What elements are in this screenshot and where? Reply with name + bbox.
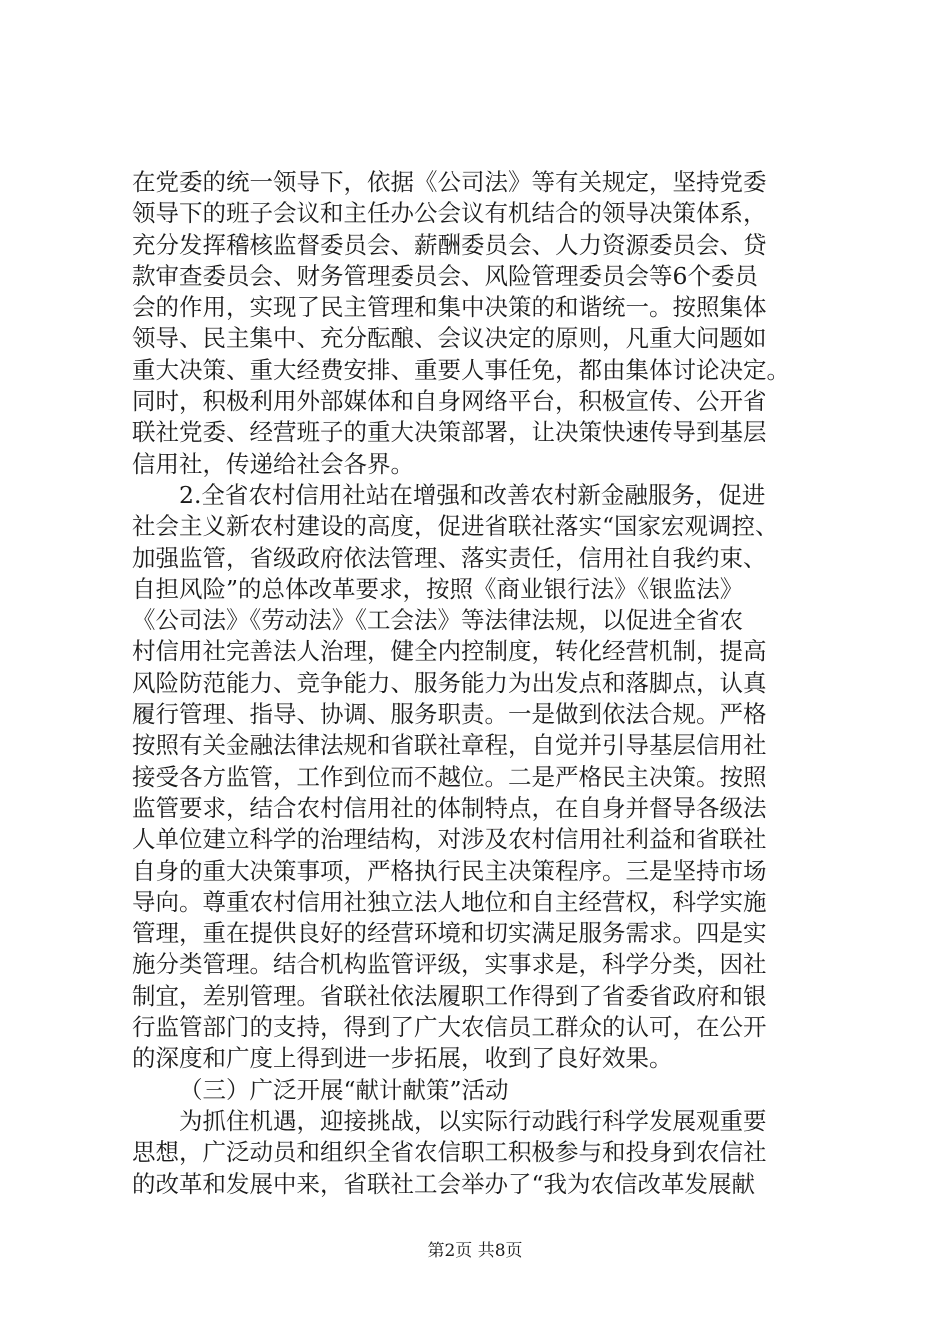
text-line: 自担风险”的总体改革要求，按照《商业银行法》《银监法》 (132, 574, 744, 603)
text-line: 领导、民主集中、充分酝酿、会议决定的原则，凡重大问题如 (132, 324, 767, 353)
text-line: 同时，积极利用外部媒体和自身网络平台，积极宣传、公开省 (132, 387, 767, 416)
text-line: 履行管理、指导、协调、服务职责。一是做到依法合规。严格 (132, 700, 767, 729)
text-line: 在党委的统一领导下，依据《公司法》等有关规定，坚持党委 (132, 168, 767, 196)
text-line: 村信用社完善法人治理，健全内控制度，转化经营机制，提高 (132, 637, 767, 666)
text-line: 联社党委、经营班子的重大决策部署，让决策快速传导到基层 (132, 418, 767, 447)
text-line: 按照有关金融法律法规和省联社章程，自觉并引导基层信用社 (132, 731, 767, 760)
text-line: 风险防范能力、竞争能力、服务能力为出发点和落脚点，认真 (132, 668, 767, 697)
text-line: 为抓住机遇，迎接挑战，以实际行动践行科学发展观重要 (179, 1106, 767, 1135)
text-line: 2.全省农村信用社站在增强和改善农村新金融服务，促进 (179, 480, 766, 509)
document-body (132, 167, 832, 1200)
text-line: 思想，广泛动员和组织全省农信职工积极参与和投身到农信社 (132, 1138, 767, 1167)
text-line: 施分类管理。结合机构监管评级，实事求是，科学分类，因社 (132, 950, 767, 979)
text-line: 信用社，传递给社会各界。 (132, 449, 414, 478)
text-line: 管理，重在提供良好的经营环境和切实满足服务需求。四是实 (132, 919, 767, 948)
text-line: 的深度和广度上得到进一步拓展，收到了良好效果。 (132, 1044, 673, 1073)
text-line: 加强监管，省级政府依法管理、落实责任，信用社自我约束、 (132, 543, 767, 572)
text-line: 制宜，差别管理。省联社依法履职工作得到了省委省政府和银 (132, 981, 767, 1010)
text-line: 款审查委员会、财务管理委员会、风险管理委员会等6个委员 (132, 261, 758, 290)
text-line: 行监管部门的支持，得到了广大农信员工群众的认可，在公开 (132, 1013, 767, 1042)
text-line: 领导下的班子会议和主任办公会议有机结合的领导决策体系， (132, 199, 767, 228)
text-line: 人单位建立科学的治理结构，对涉及农村信用社利益和省联社 (132, 825, 767, 854)
text-line: 导向。尊重农村信用社独立法人地位和自主经营权，科学实施 (132, 887, 767, 916)
text-line: 充分发挥稽核监督委员会、薪酬委员会、人力资源委员会、贷 (132, 230, 767, 259)
text-line: 自身的重大决策事项，严格执行民主决策程序。三是坚持市场 (132, 856, 767, 885)
text-line: 接受各方监管，工作到位而不越位。二是严格民主决策。按照 (132, 762, 767, 791)
text-line: 重大决策、重大经费安排、重要人事任免，都由集体讨论决定。 (132, 355, 790, 384)
text-line: 会的作用，实现了民主管理和集中决策的和谐统一。按照集体 (132, 293, 767, 322)
text-line: 的改革和发展中来，省联社工会举办了“我为农信改革发展献 (132, 1169, 756, 1198)
text-line: （三）广泛开展“献计献策”活动 (179, 1075, 509, 1104)
text-line: 《公司法》《劳动法》《工会法》等法律法规，以促进全省农 (132, 606, 743, 635)
text-line: 监管要求，结合农村信用社的体制特点，在自身并督导各级法 (132, 793, 767, 822)
page-footer: 第2页 共8页 (427, 1241, 523, 1261)
text-line: 社会主义新农村建设的高度，促进省联社落实“国家宏观调控、 (132, 512, 779, 541)
